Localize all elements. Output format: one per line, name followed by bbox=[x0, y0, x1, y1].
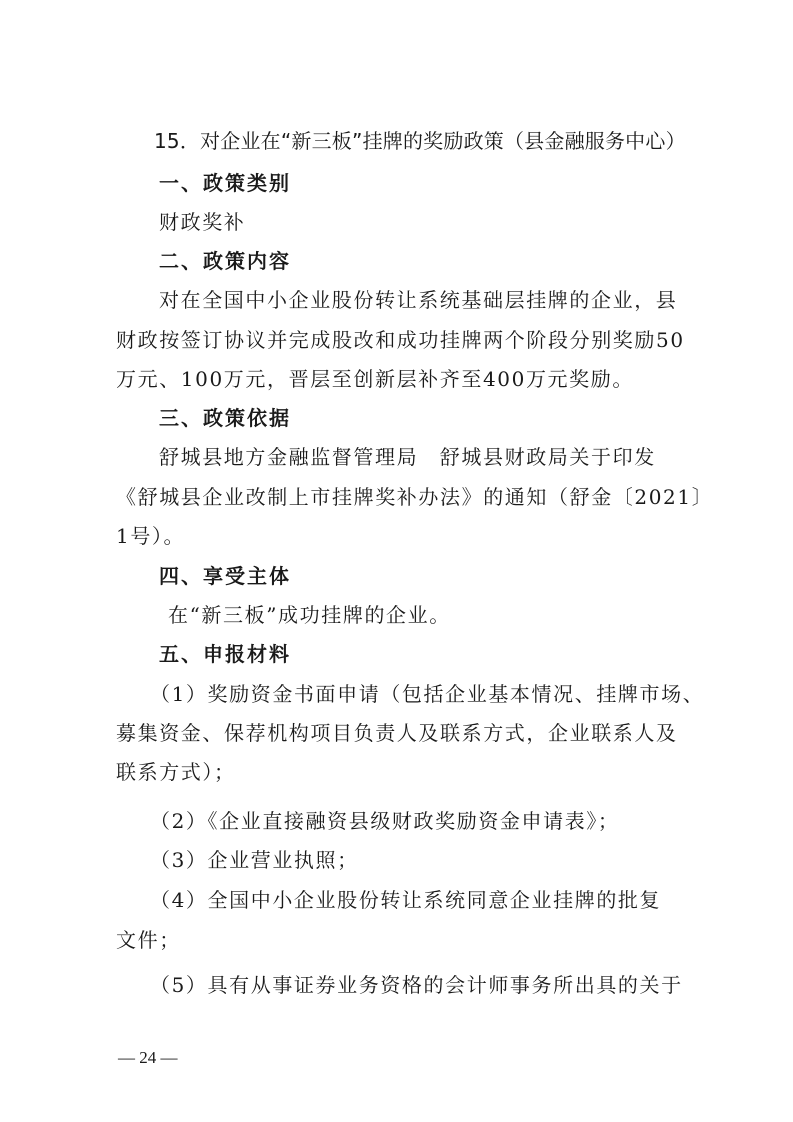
application-materials-line: 文件； bbox=[116, 928, 181, 952]
application-materials-line: （5）具有从事证券业务资格的会计师事务所出具的关于 bbox=[150, 973, 683, 997]
policy-basis-line: 1号）。 bbox=[116, 524, 186, 548]
section-heading-policy-category: 一、政策类别 bbox=[159, 171, 291, 195]
section-heading-policy-content: 二、政策内容 bbox=[159, 249, 291, 273]
application-materials-line: （2）《企业直接融资县级财政奖励资金申请表》； bbox=[150, 809, 620, 833]
section-heading-policy-basis: 三、政策依据 bbox=[159, 406, 291, 430]
section-heading-beneficiary: 四、享受主体 bbox=[159, 564, 291, 588]
application-materials-line: 募集资金、保荐机构项目负责人及联系方式，企业联系人及 bbox=[116, 721, 678, 745]
policy-basis-line: 《舒城县企业改制上市挂牌奖补办法》的通知（舒金〔2021〕 bbox=[116, 485, 714, 509]
application-materials-line: （4）全国中小企业股份转让系统同意企业挂牌的批复 bbox=[150, 888, 662, 912]
policy-content-line: 对在全国中小企业股份转让系统基础层挂牌的企业，县 bbox=[159, 288, 678, 312]
section-body-beneficiary: 在“新三板”成功挂牌的企业。 bbox=[168, 603, 451, 627]
policy-content-line: 财政按签订协议并完成股改和成功挂牌两个阶段分别奖励50 bbox=[116, 328, 685, 352]
policy-content-line: 万元、100万元，晋层至创新层补齐至400万元奖励。 bbox=[116, 367, 634, 391]
policy-basis-line: 舒城县地方金融监督管理局 舒城县财政局关于印发 bbox=[159, 445, 656, 469]
section-heading-application-materials: 五、申报材料 bbox=[159, 642, 291, 666]
application-materials-line: 联系方式）； bbox=[116, 760, 236, 784]
page-number: — 24 — bbox=[118, 1048, 178, 1067]
document-title: 15．对企业在“新三板”挂牌的奖励政策（县金融服务中心） bbox=[154, 129, 686, 153]
application-materials-line: （3）企业营业执照； bbox=[150, 848, 359, 872]
section-body-policy-category: 财政奖补 bbox=[159, 210, 246, 234]
application-materials-line: （1）奖励资金书面申请（包括企业基本情况、挂牌市场、 bbox=[150, 682, 705, 706]
